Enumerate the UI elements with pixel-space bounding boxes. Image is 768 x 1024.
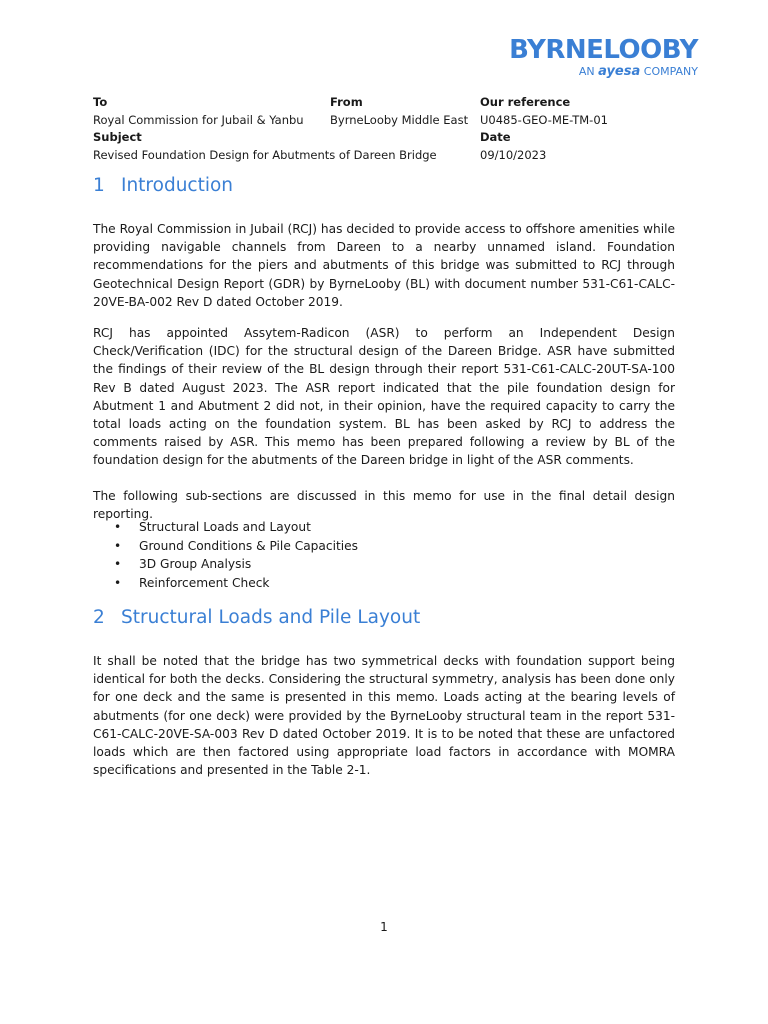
list-item: [93, 574, 675, 593]
list-item-text: 3D Group Analysis: [139, 557, 252, 571]
memo-header: [93, 94, 683, 164]
company-logo: [509, 36, 698, 79]
date-label: Date: [480, 130, 511, 144]
list-item: [93, 518, 675, 537]
subsection-list: [93, 518, 675, 592]
subject-value: Revised Foundation Design for Abutments of Dareen Bridge: [93, 147, 437, 162]
from-label: From: [330, 95, 363, 109]
list-item: [93, 555, 675, 574]
logo-tagline-brand: ayesa: [598, 64, 641, 79]
section-1-heading: [93, 175, 233, 196]
page-number: 1: [380, 920, 388, 934]
to-value: Royal Commission for Jubail & Yanbu: [93, 112, 304, 127]
section-2-heading: [93, 607, 420, 628]
section-1-paragraph-2: RCJ has appointed Assytem-Radicon (ASR) to perform an Independent Design Check/Verification (IDC) for the structural design of the Dareen Bridge. ASR have submitted the findings of their review of the BL design through their report 531-C61-CALC-20UT-SA-100 Rev B dated August 2023. The ASR report indicated that the pile foundation design for Abutment 1 and Abutment 2 did not, in their opinion, have the required capacity to carry the total loads acting on the foundation system. BL has been asked by RCJ to address the comments raised by ASR. This memo has been prepared following a review by BL of the foundation design for the abutments of the Dareen bridge in light of the ASR comments.: [93, 326, 675, 468]
logo-tagline-suffix: COMPANY: [643, 65, 698, 78]
date-value: 09/10/2023: [480, 147, 547, 162]
section-2-paragraph-1: It shall be noted that the bridge has two symmetrical decks with foundation support being identical for both the decks. Considering the structural symmetry, analysis has been done only for one deck and the same is presented in this memo. Loads acting at the bearing levels of abutments (for one deck) were provided by the ByrneLooby structural team in the report 531-C61-CALC-20VE-SA-003 Rev D dated October 2019. It is to be noted that these are unfactored loads which are then factored using appropriate load factors in accordance with MOMRA specifications and presented in the Table 2-1.: [93, 654, 675, 778]
memo-header-row: [93, 94, 683, 112]
bullet-glyph: •: [114, 575, 122, 590]
from-value: ByrneLooby Middle East: [330, 112, 469, 127]
section-1-paragraph-1: The Royal Commission in Jubail (RCJ) has decided to provide access to offshore amenities while providing navigable channels from Dareen to a nearby unnamed island. Foundation recommendations for the piers and abutments of this bridge was submitted to RCJ through Geotechnical Design Report (GDR) by ByrneLooby (BL) with document number 531-C61-CALC-20VE-BA-002 Rev D dated October 2019.: [93, 222, 675, 309]
section-1-paragraph-3: The following sub-sections are discussed in this memo for use in the final detail design reporting.: [93, 489, 675, 522]
bullet-glyph: •: [114, 538, 122, 553]
to-label: To: [93, 95, 108, 109]
reference-value: U0485-GEO-ME-TM-01: [480, 112, 608, 127]
memo-header-row: [93, 147, 683, 165]
section-1-title: Introduction: [121, 175, 234, 196]
list-item-text: Structural Loads and Layout: [139, 520, 311, 534]
list-item: [93, 537, 675, 556]
memo-header-row: [93, 129, 683, 147]
logo-tagline-prefix: AN: [578, 65, 595, 78]
subject-label: Subject: [93, 130, 142, 144]
logo-tagline: [509, 65, 698, 79]
list-item-text: Ground Conditions & Pile Capacities: [139, 538, 358, 553]
bullet-glyph: •: [114, 520, 122, 534]
section-1-number: 1: [93, 175, 105, 196]
logo-wordmark: BYRNELOOBY: [509, 35, 698, 65]
bullet-glyph: •: [114, 557, 122, 571]
memo-header-row: [93, 112, 683, 130]
section-2-title: Structural Loads and Pile Layout: [121, 607, 421, 628]
section-2-number: 2: [93, 607, 105, 628]
reference-label: Our reference: [480, 95, 571, 109]
list-item-text: Reinforcement Check: [139, 575, 270, 590]
